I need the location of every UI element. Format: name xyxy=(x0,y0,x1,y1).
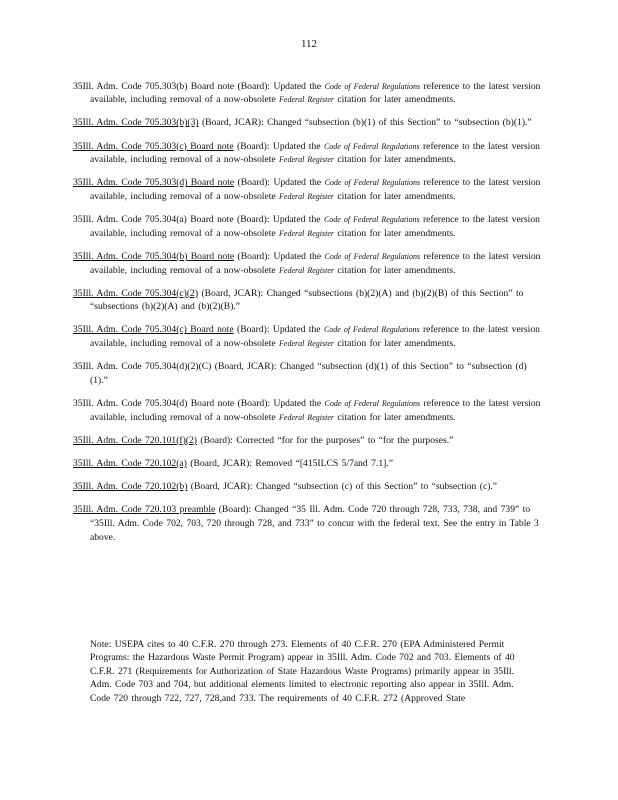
citation: 35Ill. Adm. Code 705.303(b)(3) xyxy=(73,117,199,129)
amendment-entry: 35Ill. Adm. Code 720.103 preamble (Board): Changed “35 Ill. Adm. Code 720 through 728, 733, 738, and 739” to “35Ill. Adm. Code 702, 703, 720 through 728, and 733” to concur with the federal text. See the entry in Table 3 above. xyxy=(73,504,539,543)
amendment-entry: 35Ill. Adm. Code 720.101(f)(2) (Board): Corrected “for for the purposes” to “for the purposes.” xyxy=(73,434,454,446)
amendment-entry: 35Ill. Adm. Code 705.303(d) Board note (Board): Updated the Code of Federal Regulations reference to the latest version available, including removal of a now-obsolete Federal Register citation for later amendments. xyxy=(73,177,541,202)
amendment-entry: 35Ill. Adm. Code 720.102(b) (Board, JCAR): Changed “subsection (c) of this Section” to “subsection (c).” xyxy=(73,481,498,493)
amendment-entry: 35Ill. Adm. Code 705.304(c) Board note (Board): Updated the Code of Federal Regulations reference to the latest version available, including removal of a now-obsolete Federal Register citation for later amendments. xyxy=(73,324,540,350)
amendment-list xyxy=(73,70,543,552)
citation: 35Ill. Adm. Code 705.303(b) Board note xyxy=(73,80,235,92)
page-number: 112 xyxy=(300,38,318,50)
citation: 35Ill. Adm. Code 705.304(a) Board note xyxy=(73,214,234,226)
citation: 35Ill. Adm. Code 720.102(b) xyxy=(73,481,188,493)
amendment-entry: 35Ill. Adm. Code 720.102(a) (Board, JCAR): Removed “[415ILCS 5/7and 7.1].” xyxy=(73,458,393,469)
citation: 35Ill. Adm. Code 705.304(c) Board note xyxy=(73,324,234,336)
citation: 35Ill. Adm. Code 720.103 preamble xyxy=(73,504,216,516)
amendment-entry: 35Ill. Adm. Code 705.304(a) Board note (Board): Updated the Code of Federal Regulations reference to the latest version available, including removal of a now-obsolete Federal Register citation for later amendments. xyxy=(73,214,540,239)
citation: 35Ill. Adm. Code 705.304(d) Board note xyxy=(73,398,235,410)
citation: 35Ill. Adm. Code 705.303(d) Board note xyxy=(73,177,235,189)
amendment-entry: 35Ill. Adm. Code 705.304(d)(2)(C) (Board, JCAR): Changed “subsection (d)(1) of this Section” to “subsection (d)(1).” xyxy=(73,361,527,386)
citation: 35Ill. Adm. Code 705.304(c)(2) xyxy=(73,287,199,299)
citation: 35Ill. Adm. Code 705.304(b) Board note xyxy=(73,250,235,262)
amendment-entry: 35Ill. Adm. Code 705.304(b) Board note (Board): Updated the Code of Federal Regulations reference to the latest version available, including removal of a now-obsolete Federal Register citation for later amendments. xyxy=(73,250,541,276)
citation: 35Ill. Adm. Code 720.101(f)(2) xyxy=(73,434,197,446)
citation: 35Ill. Adm. Code 705.304(d)(2)(C) xyxy=(73,361,212,373)
amendment-entry: 35Ill. Adm. Code 705.304(d) Board note (Board): Updated the Code of Federal Regulations reference to the latest version available, including removal of a now-obsolete Federal Register citation for later amendments. xyxy=(73,398,541,423)
amendment-entry: 35Ill. Adm. Code 705.303(c) Board note (Board): Updated the Code of Federal Regulations reference to the latest version available, including removal of a now-obsolete Federal Register citation for later amendments. xyxy=(73,140,540,166)
amendment-entry: 35Ill. Adm. Code 705.303(b)(3) (Board, JCAR): Changed “subsection (b)(1) of this Section” to “subsection (b)(1).” xyxy=(73,117,532,129)
amendment-entry: 35Ill. Adm. Code 705.303(b) Board note (Board): Updated the Code of Federal Regulations reference to the latest version available, including removal of a now-obsolete Federal Register citation for later amendments. xyxy=(73,80,541,106)
note-paragraph: Note: USEPA cites to 40 C.F.R. 270 through 273. Elements of 40 C.F.R. 270 (EPA Administered Permit Programs: the Hazardous Waste Permit Program) appear in 35Ill. Adm. Code 702 and 703. Elements of 40 C.F.R. 271 (Requirements for Authorization of State Hazardous Waste Programs) primarily appear in 35Ill. Adm. Code 703 and 704, but additional elements limited to electronic reporting also appear in 35Ill. Adm. Code 720 through 722, 727, 728,and 733. The requirements of 40 C.F.R. 272 (Approved State xyxy=(90,638,515,704)
citation: 35Ill. Adm. Code 705.303(c) Board note xyxy=(73,140,234,152)
citation: 35Ill. Adm. Code 720.102(a) xyxy=(73,458,187,469)
amendment-entry: 35Ill. Adm. Code 705.304(c)(2) (Board, JCAR): Changed “subsections (b)(2)(A) and (b)(2)(B) of this Section” to “subsections (b)(2)(A) and (b)(2)(B).” xyxy=(73,287,524,313)
